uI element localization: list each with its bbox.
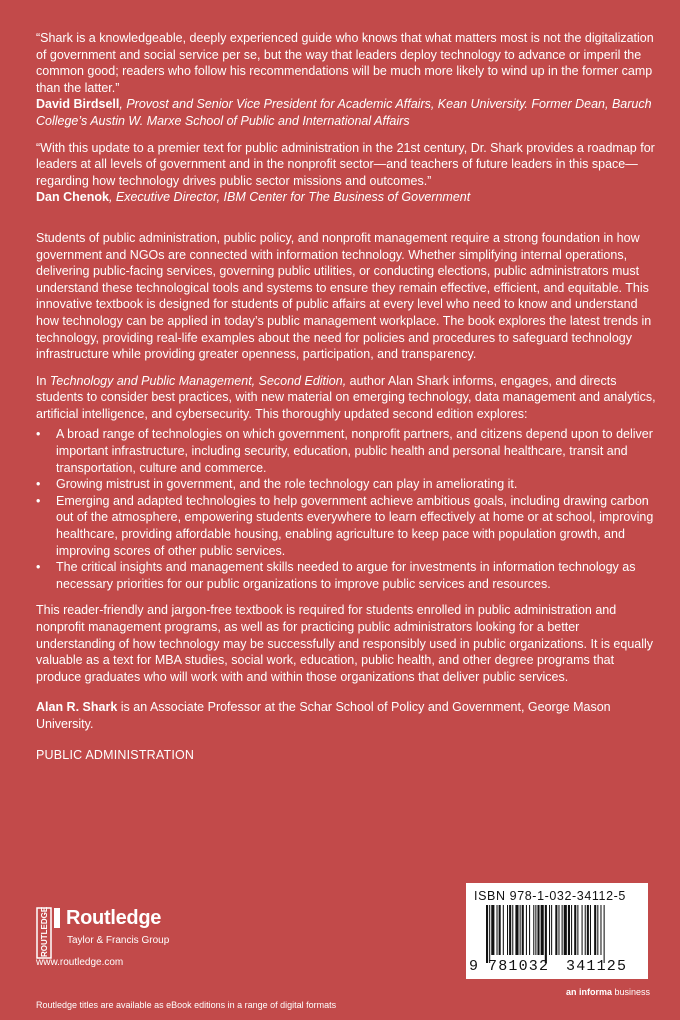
author-name: Alan R. Shark — [36, 700, 118, 715]
informa-bold: an informa — [566, 987, 613, 997]
list-item — [36, 559, 656, 592]
barcode-bar — [537, 905, 539, 955]
barcode-bar — [594, 905, 596, 955]
barcode-bar — [597, 905, 598, 955]
list-item-text: A broad range of technologies on which government, nonprofit partners, and citizens depend upon to deliver important infrastructure, including security, education, public health and personal healthcare, transit and transportation, culture and commerce. — [56, 427, 653, 475]
list-item-text: Emerging and adapted technologies to help government achieve ambitious goals, including drawing carbon out of the atmosphere, empowering students everywhere to learn effectively at home or at school, improving healthcare, providing affordable housing, enabling agriculture to keep pace with population growth, and improving scores of other public services. — [56, 493, 654, 558]
topics-list — [36, 426, 656, 592]
quote-attribution — [36, 189, 656, 206]
barcode-bar — [604, 905, 605, 963]
quote-attribution — [36, 96, 656, 129]
description-paragraph-3: This reader-friendly and jargon-free textbook is required for students enrolled in public administration and nonprofit management programs, as well as for practicing public administrators looking for a better understanding of how technology may be successfully and responsibly used in public organizations. It is equally valuable as a text for MBA studies, social work, education, public health, and other degree programs that produce graduates who will work with and within those organizations that deliver public services. — [36, 603, 654, 684]
quote-author-title: , Executive Director, IBM Center for The Business of Government — [108, 190, 471, 205]
bullet-icon: • — [36, 427, 41, 442]
text-span: In — [36, 373, 50, 388]
list-item — [36, 476, 656, 493]
barcode-bar — [574, 905, 576, 955]
author-bio-text: is an Associate Professor at the Schar School of Policy and Government, George Mason University. — [36, 700, 611, 731]
barcode-bar — [587, 905, 589, 955]
barcode-bar — [491, 905, 494, 955]
isbn-barcode — [466, 883, 648, 979]
barcode-bar — [551, 905, 552, 955]
barcode-bar — [564, 905, 567, 955]
quote-text: “With this update to a premier text for public administration in the 21st century, Dr. Shark provides a roadmap for leaders at all levels of government and in the nonprofit sector—and teachers of future leaders in this space—regarding how technology drives public sector missions and outcomes.” — [36, 140, 655, 188]
logo-vertical-text: ROUTLEDGE — [40, 907, 49, 957]
barcode-bar — [522, 905, 524, 955]
list-item — [36, 426, 656, 476]
barcode-bar — [497, 905, 498, 955]
barcode-bar — [571, 905, 572, 955]
endorsement-quote-2 — [36, 140, 656, 206]
barcode-bar — [600, 905, 601, 955]
quote-author-title: , Provost and Senior Vice President for Academic Affairs, Kean University. Former Dean, Baruch College’s Austin W. Marxe School of Public and International Affairs — [36, 97, 652, 128]
endorsement-quote-1 — [36, 30, 656, 130]
barcode-bar — [585, 905, 586, 955]
barcode-bar — [590, 905, 591, 955]
publisher-group: Taylor & Francis Group — [67, 935, 170, 946]
description-paragraph-1: Students of public administration, public policy, and nonprofit management require a strong foundation in how government and NGOs are connected with information technology. Whether simplifying internal operations, delivering public-facing services, governing public utilities, or conducting elections, public administrators must understand these technological tools and systems to ensure they remain effective, efficient, and equitable. This innovative textbook is designed for students of public affairs at every level who need to know and understand how technology can be applied in today’s public management workplace. The book explores the latest trends in technology, providing real-life examples about the need for policies and procedures to safeguard technology infrastructure while providing greater openness, participation, and transparency. — [36, 230, 652, 362]
barcode-bar — [507, 905, 508, 955]
ean-left-digits: 781032 — [488, 958, 550, 975]
ebook-note: Routledge titles are available as eBook editions in a range of digital formats — [36, 1000, 337, 1010]
book-title: Technology and Public Management, Second Edition, — [49, 373, 347, 388]
text-span: author Alan Shark informs, engages, and directs students to consider best practices, with new material on emerging technology, data management and analytics, artificial intelligence, and cybersecurity. This thoroughly updated second edition explores: — [36, 373, 656, 421]
barcode-bar — [555, 905, 557, 955]
ean-right-digits: 341125 — [566, 958, 628, 975]
barcode-bar — [503, 905, 504, 955]
publisher-url[interactable]: www.routledge.com — [36, 957, 124, 968]
barcode-bar — [541, 905, 544, 955]
barcode-bar — [529, 905, 530, 955]
barcode-bar — [520, 905, 521, 955]
subject-category: PUBLIC ADMINISTRATION — [36, 747, 195, 762]
barcode-bar — [545, 905, 547, 963]
author-bio — [36, 699, 656, 732]
ean-first-digit: 9 — [469, 958, 480, 975]
barcode-bar — [489, 905, 490, 963]
description-paragraph-2 — [36, 373, 656, 423]
quote-author-name: David Birdsell — [36, 97, 120, 112]
routledge-logo-icon — [36, 907, 62, 959]
isbn-label: ISBN 978-1-032-34112-5 — [474, 889, 626, 903]
quote-text: “Shark is a knowledgeable, deeply experienced guide who knows that what matters most is not the digitalization of government and social service per se, but the way that leaders deploy technology to advance or imperil the common good; readers who follow his recommendations will be much more likely to wind up in the former camp than the latter.” — [36, 31, 654, 95]
publisher-name: Routledge — [66, 907, 162, 929]
barcode-bar — [526, 905, 527, 955]
barcode-bar — [515, 905, 518, 955]
list-item-text: Growing mistrust in government, and the role technology can play in ameliorating it. — [56, 477, 518, 492]
barcode-bar — [577, 905, 578, 955]
quote-author-name: Dan Chenok — [36, 190, 109, 205]
barcode-bar — [533, 905, 534, 955]
barcode-bar — [512, 905, 513, 955]
bullet-icon: • — [36, 493, 41, 508]
list-item — [36, 493, 656, 559]
barcode-bar — [558, 905, 559, 955]
barcode-bar — [562, 905, 563, 955]
bullet-icon: • — [36, 560, 41, 575]
barcode-bar — [549, 905, 550, 955]
informa-note — [566, 987, 650, 997]
list-item-text: The critical insights and management skills needed to argue for investments in information technology as necessary priorities for our public organizations to improve public services and resources. — [56, 560, 636, 591]
barcode-bar — [486, 905, 488, 963]
barcode-bar — [509, 905, 511, 955]
back-cover-text — [36, 30, 656, 763]
bullet-icon: • — [36, 477, 41, 492]
publisher-logo — [36, 905, 296, 965]
barcode-bar — [535, 905, 536, 955]
barcode-bar — [582, 905, 583, 955]
informa-rest: business — [612, 987, 651, 997]
barcode-icon — [472, 905, 642, 963]
barcode-bar — [568, 905, 570, 955]
barcode-bar — [499, 905, 501, 955]
